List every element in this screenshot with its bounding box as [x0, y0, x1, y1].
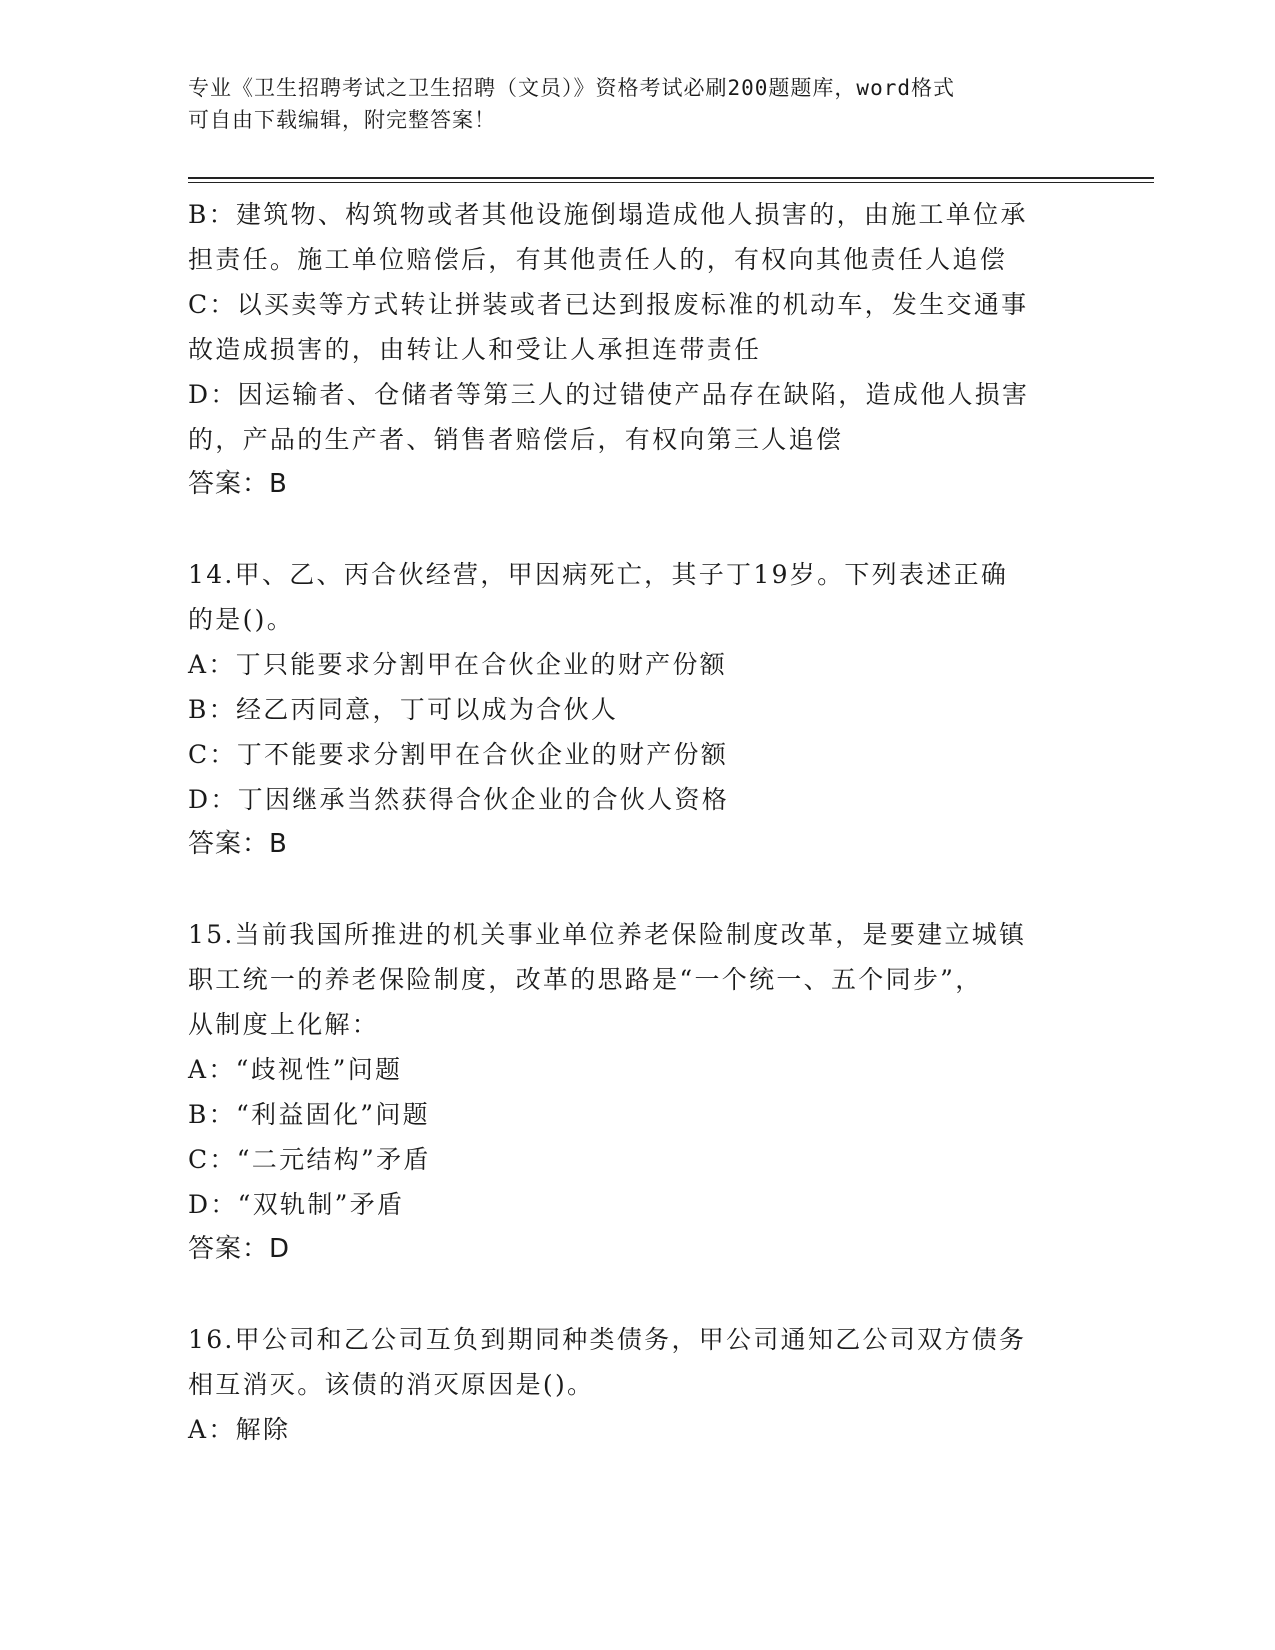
q13-option-b-line-1: B：建筑物、构筑物或者其他设施倒塌造成他人损害的，由施工单位承: [188, 200, 1028, 229]
header-title-line-2: 可自由下载编辑，附完整答案！: [188, 108, 496, 132]
header-title-line-1: 专业《卫生招聘考试之卫生招聘（文员）》资格考试必刷200题题库，word格式: [188, 76, 955, 100]
q15-option-a: A：“歧视性”问题: [188, 1055, 403, 1084]
q13-option-c-line-1: C：以买卖等方式转让拼装或者已达到报废标准的机动车，发生交通事: [188, 290, 1029, 319]
q14-option-b: B：经乙丙同意，丁可以成为合伙人: [188, 695, 619, 724]
q15-stem-line-2: 职工统一的养老保险制度，改革的思路是“一个统一、五个同步”，: [188, 965, 983, 994]
page-header: [188, 72, 1068, 136]
question-14: [188, 552, 1078, 867]
q15-answer: 答案：D: [188, 1234, 291, 1264]
spacer: [188, 507, 1078, 552]
spacer: [188, 867, 1078, 912]
q13-option-d-line-1: D：因运输者、仓储者等第三人的过错使产品存在缺陷，造成他人损害: [188, 380, 1030, 409]
question-13: [188, 192, 1078, 507]
q14-option-d: D：丁因继承当然获得合伙企业的合伙人资格: [188, 785, 730, 814]
q15-stem-line-1: 15.当前我国所推进的机关事业单位养老保险制度改革，是要建立城镇: [188, 920, 1027, 949]
q15-option-c: C：“二元结构”矛盾: [188, 1145, 431, 1174]
q13-option-c-line-2: 故造成损害的，由转让人和受让人承担连带责任: [188, 335, 762, 364]
header-divider-thick: [188, 177, 1154, 179]
q14-option-c: C：丁不能要求分割甲在合伙企业的财产份额: [188, 740, 729, 769]
document-body: [188, 192, 1078, 1452]
header-divider-thin: [188, 182, 1154, 183]
question-15: [188, 912, 1078, 1272]
q16-stem-line-2: 相互消灭。该债的消灭原因是()。: [188, 1370, 595, 1399]
question-16: [188, 1317, 1078, 1452]
spacer: [188, 1272, 1078, 1317]
q14-stem-line-2: 的是()。: [188, 605, 295, 634]
q15-option-d: D：“双轨制”矛盾: [188, 1190, 405, 1219]
q16-stem-line-1: 16.甲公司和乙公司互负到期同种类债务，甲公司通知乙公司双方债务: [188, 1325, 1027, 1354]
q14-option-a: A：丁只能要求分割甲在合伙企业的财产份额: [188, 650, 728, 679]
q15-option-b: B：“利益固化”问题: [188, 1100, 430, 1129]
q16-option-a: A：解除: [188, 1415, 291, 1444]
q13-option-d-line-2: 的，产品的生产者、销售者赔偿后，有权向第三人追偿: [188, 425, 844, 454]
q14-stem-line-1: 14.甲、乙、丙合伙经营，甲因病死亡，其子丁19岁。下列表述正确: [188, 560, 1009, 589]
q14-answer: 答案：B: [188, 829, 288, 859]
q13-option-b-line-2: 担责任。施工单位赔偿后，有其他责任人的，有权向其他责任人追偿: [188, 245, 1008, 274]
q15-stem-line-3: 从制度上化解：: [188, 1010, 380, 1039]
q13-answer: 答案：B: [188, 469, 288, 499]
